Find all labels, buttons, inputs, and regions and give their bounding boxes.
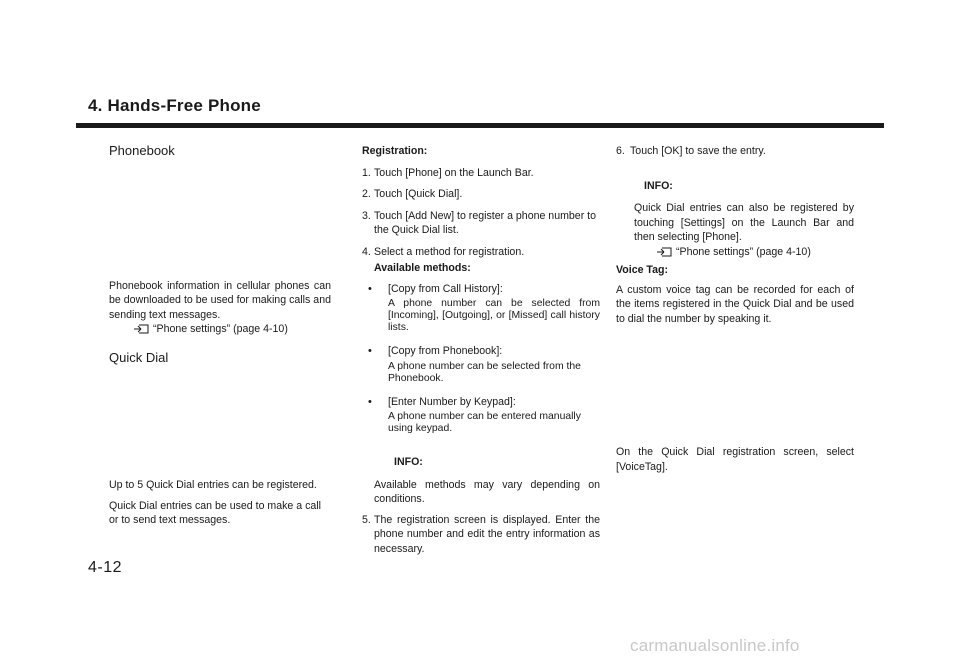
column-1 [109,142,331,528]
reference-pointer-icon [133,323,149,335]
method-label: [Enter Number by Keypad]: [388,395,516,408]
method-item [362,344,600,359]
step-2 [362,187,600,202]
step-number: 2. [362,188,371,200]
info-reference-text: “Phone settings” (page 4-10) [676,245,811,258]
step-number: 5. [362,513,371,526]
step-number: 4. [362,245,371,258]
quickdial-text-2: Quick Dial entries can be used to make a call or to send text messages. [109,499,321,526]
method-item [362,282,600,297]
info-text: Quick Dial entries can also be registered by touching [Settings] on the Launch Bar and then selecting [Phone]. [634,202,854,243]
step-3 [362,209,600,238]
chapter-title: 4. Hands-Free Phone [88,96,261,115]
bullet-icon: • [368,345,372,357]
method-item [362,395,600,410]
voicetag-instruction: On the Quick Dial registration screen, select [VoiceTag]. [616,446,854,473]
phonebook-reference[interactable] [109,322,331,337]
step-5 [362,513,600,557]
method-description: A phone number can be selected from [Incoming], [Outgoing], or [Missed] call history lists. [388,298,600,333]
quickdial-text-1: Up to 5 Quick Dial entries can be registered. [109,479,317,491]
step-1 [362,166,600,181]
step-6 [616,144,854,159]
info-heading: INFO: [394,456,423,468]
phonebook-heading: Phonebook [109,143,175,158]
page-number: 4-12 [88,559,123,576]
method-label: [Copy from Call History]: [388,282,503,295]
info-heading: INFO: [644,179,673,192]
header-rule [76,123,884,128]
info-reference[interactable] [616,245,854,260]
voicetag-text: A custom voice tag can be recorded for each of the items registered in the Quick Dial and be used to dial the number by speaking it. [616,283,854,325]
method-description: A phone number can be selected from the Phonebook. [388,360,581,384]
step-text: Select a method for registration. [374,245,525,258]
voicetag-heading: Voice Tag: [616,264,668,276]
step-text: Touch [OK] to save the entry. [630,145,766,157]
step-text: Touch [Phone] on the Launch Bar. [374,166,534,179]
reference-pointer-icon [656,246,672,258]
quickdial-heading: Quick Dial [109,349,169,365]
step-text: Touch [Add New] to register a phone number to the Quick Dial list. [374,209,597,236]
step-text: Touch [Quick Dial]. [374,188,463,200]
registration-heading: Registration: [362,145,428,157]
method-description: A phone number can be entered manually using keypad. [388,411,581,434]
step-text: The registration screen is displayed. Enter the phone number and edit the entry information as necessary. [374,513,600,555]
bullet-icon: • [368,282,372,295]
method-label: [Copy from Phonebook]: [388,345,503,357]
step-number: 3. [362,209,371,222]
methods-heading: Available methods: [374,262,471,274]
phonebook-text: Phonebook information in cellular phones can be downloaded to be used for making calls and sending text messages. [109,279,331,321]
watermark: carmanualsonline.info [630,636,800,655]
step-4 [362,245,600,260]
step-number: 1. [362,166,371,179]
column-2 [362,142,600,556]
column-3 [616,142,854,474]
bullet-icon: • [368,395,372,408]
phonebook-reference-text: “Phone settings” (page 4-10) [153,323,288,335]
step-number: 6. [616,145,625,157]
info-text: Available methods may vary depending on conditions. [374,478,600,505]
